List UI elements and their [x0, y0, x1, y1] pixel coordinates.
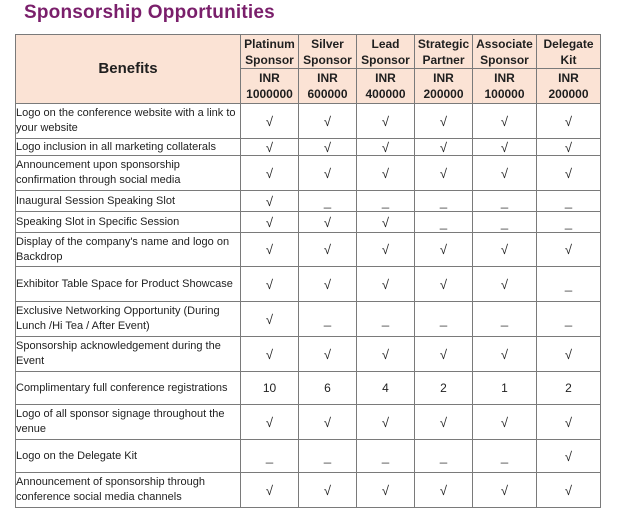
check-mark: √ [357, 233, 415, 267]
check-mark: √ [299, 405, 357, 440]
check-mark: √ [299, 104, 357, 139]
registration-count: 4 [357, 372, 415, 405]
table-row [16, 104, 601, 139]
check-mark: √ [473, 156, 537, 191]
sponsorship-table [15, 34, 601, 508]
not-included-mark: _ [299, 440, 357, 473]
registration-count: 10 [241, 372, 299, 405]
check-mark: √ [415, 405, 473, 440]
benefit-label: Complimentary full conference registrations [16, 372, 241, 405]
check-mark: √ [473, 337, 537, 372]
benefit-label: Sponsorship acknowledgement during the Event [16, 337, 241, 372]
benefit-label: Logo on the Delegate Kit [16, 440, 241, 473]
benefit-label: Logo inclusion in all marketing collaterals [16, 139, 241, 156]
not-included-mark: _ [537, 191, 601, 212]
check-mark: √ [537, 405, 601, 440]
table-row [16, 440, 601, 473]
not-included-mark: _ [473, 302, 537, 337]
check-mark: √ [241, 233, 299, 267]
check-mark: √ [357, 156, 415, 191]
col-header-price: INR 600000 [299, 69, 357, 104]
check-mark: √ [473, 139, 537, 156]
check-mark: √ [415, 104, 473, 139]
check-mark: √ [357, 267, 415, 302]
table-row [16, 212, 601, 233]
benefit-label: Announcement upon sponsorship confirmation through social media [16, 156, 241, 191]
table-row [16, 405, 601, 440]
check-mark: √ [299, 337, 357, 372]
check-mark: √ [357, 139, 415, 156]
check-mark: √ [473, 473, 537, 508]
check-mark: √ [299, 156, 357, 191]
col-header-name: Strategic Partner [415, 35, 473, 69]
col-header-price: INR 200000 [415, 69, 473, 104]
table-row [16, 372, 601, 405]
not-included-mark: _ [299, 191, 357, 212]
benefit-label: Display of the company's name and logo on Backdrop [16, 233, 241, 267]
check-mark: √ [473, 405, 537, 440]
not-included-mark: _ [415, 191, 473, 212]
check-mark: √ [299, 267, 357, 302]
check-mark: √ [357, 337, 415, 372]
registration-count: 6 [299, 372, 357, 405]
check-mark: √ [473, 267, 537, 302]
col-header-name: Associate Sponsor [473, 35, 537, 69]
check-mark: √ [537, 104, 601, 139]
check-mark: √ [537, 233, 601, 267]
check-mark: √ [241, 104, 299, 139]
table-row [16, 473, 601, 508]
check-mark: √ [415, 156, 473, 191]
col-header-price: INR 1000000 [241, 69, 299, 104]
check-mark: √ [241, 473, 299, 508]
check-mark: √ [537, 473, 601, 508]
check-mark: √ [415, 233, 473, 267]
table-row [16, 191, 601, 212]
check-mark: √ [241, 405, 299, 440]
check-mark: √ [357, 405, 415, 440]
not-included-mark: _ [415, 440, 473, 473]
col-header-name: Lead Sponsor [357, 35, 415, 69]
check-mark: √ [415, 139, 473, 156]
check-mark: √ [473, 233, 537, 267]
not-included-mark: _ [357, 191, 415, 212]
check-mark: √ [299, 233, 357, 267]
check-mark: √ [415, 337, 473, 372]
col-header-name: Delegate Kit [537, 35, 601, 69]
check-mark: √ [537, 156, 601, 191]
table-row [16, 233, 601, 267]
table-row [16, 156, 601, 191]
registration-count: 2 [537, 372, 601, 405]
check-mark: √ [357, 104, 415, 139]
table-body [16, 104, 601, 508]
not-included-mark: _ [537, 302, 601, 337]
benefit-label: Speaking Slot in Specific Session [16, 212, 241, 233]
check-mark: √ [241, 139, 299, 156]
table-row [16, 302, 601, 337]
check-mark: √ [299, 473, 357, 508]
check-mark: √ [415, 473, 473, 508]
not-included-mark: _ [299, 302, 357, 337]
check-mark: √ [357, 473, 415, 508]
table-row [16, 267, 601, 302]
not-included-mark: _ [537, 267, 601, 302]
not-included-mark: _ [473, 212, 537, 233]
not-included-mark: _ [415, 302, 473, 337]
table-row [16, 337, 601, 372]
registration-count: 2 [415, 372, 473, 405]
benefit-label: Logo of all sponsor signage throughout the venue [16, 405, 241, 440]
check-mark: √ [415, 267, 473, 302]
check-mark: √ [241, 337, 299, 372]
check-mark: √ [241, 267, 299, 302]
not-included-mark: _ [473, 191, 537, 212]
col-header-price: INR 200000 [537, 69, 601, 104]
col-header-price: INR 400000 [357, 69, 415, 104]
check-mark: √ [299, 212, 357, 233]
check-mark: √ [537, 440, 601, 473]
not-included-mark: _ [357, 440, 415, 473]
benefit-label: Exclusive Networking Opportunity (During Lunch /Hi Tea / After Event) [16, 302, 241, 337]
check-mark: √ [241, 191, 299, 212]
check-mark: √ [473, 104, 537, 139]
benefits-header: Benefits [16, 35, 241, 104]
not-included-mark: _ [537, 212, 601, 233]
benefit-label: Inaugural Session Speaking Slot [16, 191, 241, 212]
check-mark: √ [241, 156, 299, 191]
not-included-mark: _ [473, 440, 537, 473]
col-header-name: Silver Sponsor [299, 35, 357, 69]
benefit-label: Logo on the conference website with a link to your website [16, 104, 241, 139]
check-mark: √ [241, 302, 299, 337]
registration-count: 1 [473, 372, 537, 405]
benefit-label: Exhibitor Table Space for Product Showcase [16, 267, 241, 302]
check-mark: √ [241, 212, 299, 233]
col-header-price: INR 100000 [473, 69, 537, 104]
not-included-mark: _ [415, 212, 473, 233]
check-mark: √ [299, 139, 357, 156]
check-mark: √ [537, 337, 601, 372]
col-header-name: Platinum Sponsor [241, 35, 299, 69]
check-mark: √ [357, 212, 415, 233]
not-included-mark: _ [357, 302, 415, 337]
check-mark: √ [537, 139, 601, 156]
table-row [16, 139, 601, 156]
page-title: Sponsorship Opportunities [24, 2, 275, 23]
not-included-mark: _ [241, 440, 299, 473]
benefit-label: Announcement of sponsorship through conference social media channels [16, 473, 241, 508]
